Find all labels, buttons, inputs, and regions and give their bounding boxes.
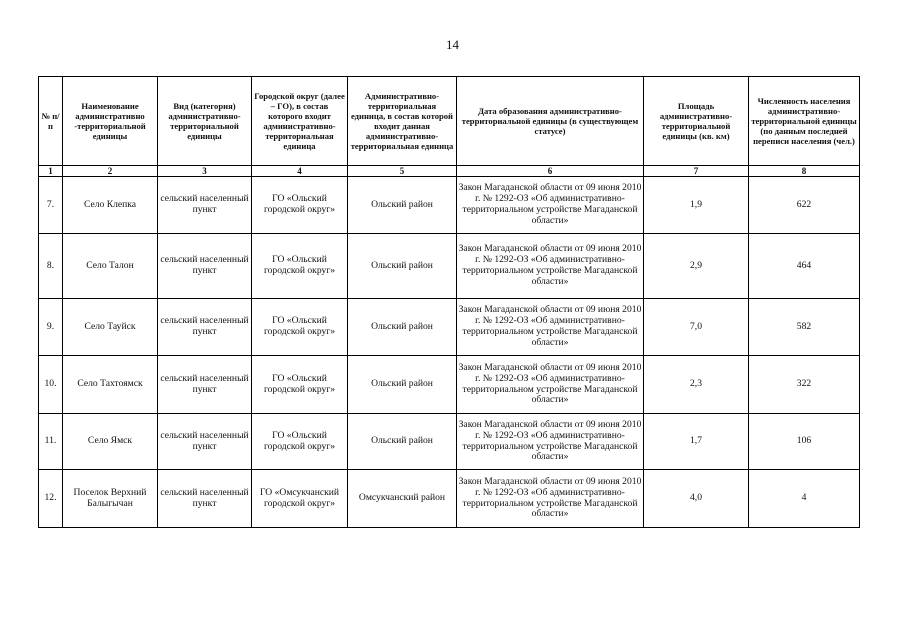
column-number: 8 bbox=[749, 166, 860, 177]
unit-parent: Омсукчанский район bbox=[348, 470, 457, 528]
unit-area: 1,9 bbox=[644, 177, 749, 234]
unit-area: 2,9 bbox=[644, 234, 749, 299]
unit-area: 2,3 bbox=[644, 356, 749, 414]
header-type: Вид (категория) административно-территориальной единицы bbox=[158, 77, 252, 166]
unit-population: 464 bbox=[749, 234, 860, 299]
column-number: 4 bbox=[252, 166, 348, 177]
unit-area: 4,0 bbox=[644, 470, 749, 528]
unit-formation-doc: Закон Магаданской области от 09 июня 2010 г. № 1292-ОЗ «Об административно-территориальном устройстве Магаданской области» bbox=[457, 234, 644, 299]
header-parent-unit: Административно-территориальная единица, в состав которой входит данная административно-территориальная единица bbox=[348, 77, 457, 166]
table-row bbox=[39, 356, 860, 414]
unit-parent: Ольский район bbox=[348, 234, 457, 299]
column-number: 2 bbox=[63, 166, 158, 177]
unit-name: Село Тауйск bbox=[63, 299, 158, 356]
unit-type: сельский населенный пункт bbox=[158, 470, 252, 528]
unit-name: Село Талон bbox=[63, 234, 158, 299]
table-row bbox=[39, 234, 860, 299]
header-name: Наименование административно -территориальной единицы bbox=[63, 77, 158, 166]
unit-area: 1,7 bbox=[644, 414, 749, 470]
unit-name: Село Ямск bbox=[63, 414, 158, 470]
header-row bbox=[39, 77, 860, 166]
unit-population: 622 bbox=[749, 177, 860, 234]
header-population: Численность населения административно-территориальной единицы (по данным последней переписи населения (чел.) bbox=[749, 77, 860, 166]
table-row bbox=[39, 414, 860, 470]
unit-formation-doc: Закон Магаданской области от 09 июня 2010 г. № 1292-ОЗ «Об административно-территориальном устройстве Магаданской области» bbox=[457, 177, 644, 234]
unit-parent: Ольский район bbox=[348, 356, 457, 414]
header-area: Площадь административно-территориальной единицы (кв. км) bbox=[644, 77, 749, 166]
table-row bbox=[39, 177, 860, 234]
unit-area: 7,0 bbox=[644, 299, 749, 356]
unit-okrug: ГО «Ольский городской округ» bbox=[252, 234, 348, 299]
column-number: 6 bbox=[457, 166, 644, 177]
unit-name: Село Клепка bbox=[63, 177, 158, 234]
unit-parent: Ольский район bbox=[348, 177, 457, 234]
table-row bbox=[39, 470, 860, 528]
header-formation-date: Дата образования административно-территориальной единицы (в существующем статусе) bbox=[457, 77, 644, 166]
unit-okrug: ГО «Ольский городской округ» bbox=[252, 177, 348, 234]
table-row bbox=[39, 299, 860, 356]
column-number: 1 bbox=[39, 166, 63, 177]
unit-formation-doc: Закон Магаданской области от 09 июня 2010 г. № 1292-ОЗ «Об административно-территориальном устройстве Магаданской области» bbox=[457, 470, 644, 528]
page-number: 14 bbox=[446, 37, 459, 52]
unit-name: Поселок Верхний Балыгычан bbox=[63, 470, 158, 528]
row-number: 11. bbox=[39, 414, 63, 470]
row-number: 8. bbox=[39, 234, 63, 299]
row-number: 9. bbox=[39, 299, 63, 356]
header-number: № п/п bbox=[39, 77, 63, 166]
unit-parent: Ольский район bbox=[348, 414, 457, 470]
unit-population: 582 bbox=[749, 299, 860, 356]
unit-okrug: ГО «Ольский городской округ» bbox=[252, 356, 348, 414]
row-number: 10. bbox=[39, 356, 63, 414]
column-number: 5 bbox=[348, 166, 457, 177]
row-number: 12. bbox=[39, 470, 63, 528]
unit-okrug: ГО «Ольский городской округ» bbox=[252, 299, 348, 356]
column-number-row bbox=[39, 166, 860, 177]
unit-type: сельский населенный пункт bbox=[158, 234, 252, 299]
unit-type: сельский населенный пункт bbox=[158, 414, 252, 470]
unit-okrug: ГО «Ольский городской округ» bbox=[252, 414, 348, 470]
unit-type: сельский населенный пункт bbox=[158, 356, 252, 414]
column-number: 7 bbox=[644, 166, 749, 177]
unit-formation-doc: Закон Магаданской области от 09 июня 2010 г. № 1292-ОЗ «Об административно-территориальном устройстве Магаданской области» bbox=[457, 299, 644, 356]
row-number: 7. bbox=[39, 177, 63, 234]
unit-type: сельский населенный пункт bbox=[158, 177, 252, 234]
registry-table bbox=[38, 76, 860, 528]
column-number: 3 bbox=[158, 166, 252, 177]
unit-name: Село Тахтоямск bbox=[63, 356, 158, 414]
unit-formation-doc: Закон Магаданской области от 09 июня 2010 г. № 1292-ОЗ «Об административно-территориальном устройстве Магаданской области» bbox=[457, 414, 644, 470]
header-okrug: Городской округ (далее – ГО), в состав которого входит административно-территориальная единица bbox=[252, 77, 348, 166]
unit-population: 106 bbox=[749, 414, 860, 470]
unit-parent: Ольский район bbox=[348, 299, 457, 356]
unit-okrug: ГО «Омсукчанский городской округ» bbox=[252, 470, 348, 528]
unit-type: сельский населенный пункт bbox=[158, 299, 252, 356]
unit-formation-doc: Закон Магаданской области от 09 июня 2010 г. № 1292-ОЗ «Об административно-территориальном устройстве Магаданской области» bbox=[457, 356, 644, 414]
unit-population: 322 bbox=[749, 356, 860, 414]
unit-population: 4 bbox=[749, 470, 860, 528]
